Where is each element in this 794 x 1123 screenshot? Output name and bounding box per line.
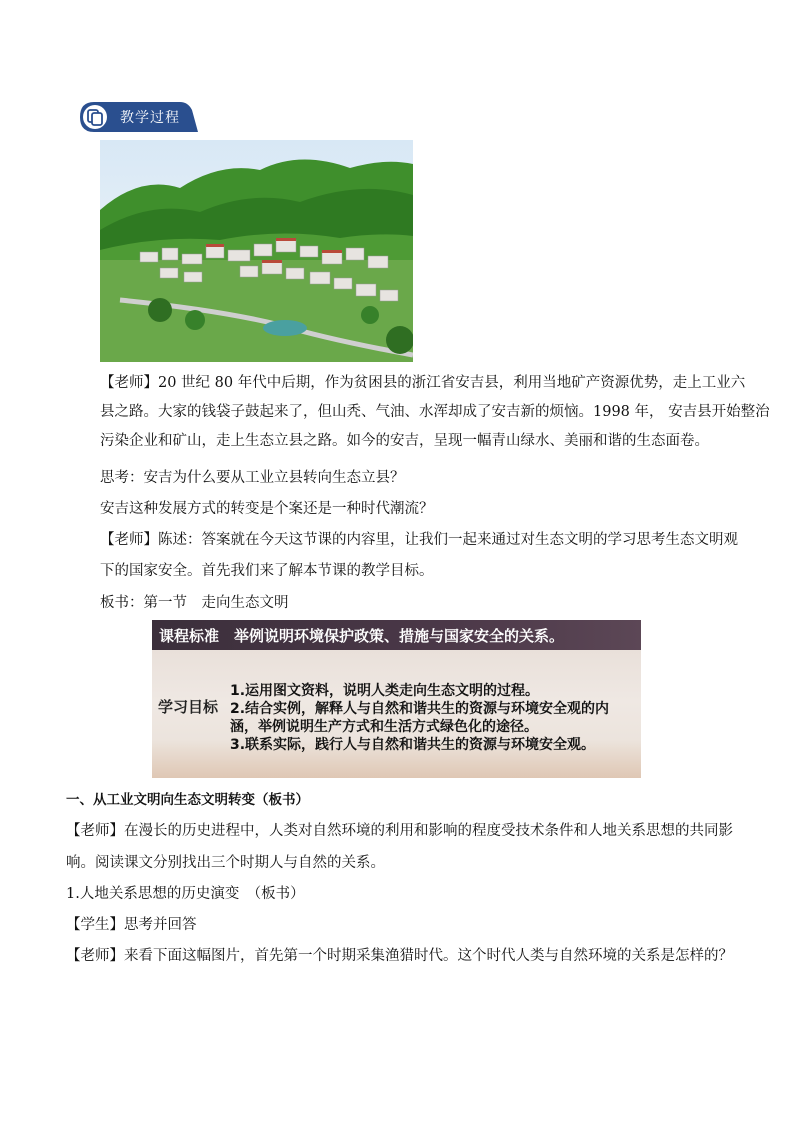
- objective-item: 3.联系实际，践行人与自然和谐共生的资源与环境安全观。: [230, 737, 596, 753]
- copy-icon: [80, 102, 110, 132]
- paragraph-line: 【老师】来看下面这幅图片，首先第一个时期采集渔猎时代。这个时代人类与自然环境的关系是怎样的？: [66, 948, 733, 964]
- standard-header-text: 课程标准 举例说明环境保护政策、措施与国家安全的关系。: [159, 627, 565, 645]
- paragraph-line: 污染企业和矿山，走上生态立县之路。如今的安吉，呈现一幅青山绿水、美丽和谐的生态面卷。: [100, 433, 709, 449]
- objectives-label: 学习目标: [158, 698, 219, 716]
- subheading: 1.人地关系思想的历史演变 （板书）: [66, 886, 305, 902]
- anji-landscape-photo: [100, 140, 413, 362]
- objective-item: 2.结合实例，解释人与自然和谐共生的资源与环境安全观的内: [230, 701, 610, 717]
- paragraph-line: 下的国家安全。首先我们来了解本节课的教学目标。: [100, 563, 434, 579]
- curriculum-standard-box: [152, 620, 641, 778]
- paragraph-line: 【老师】在漫长的历史进程中，人类对自然环境的利用和影响的程度受技术条件和人地关系思想的共同影: [66, 823, 733, 839]
- board-note: 板书：第一节 走向生态文明: [100, 595, 289, 611]
- section-badge: [80, 102, 198, 132]
- badge-label: 教学过程: [120, 110, 180, 126]
- standard-header: [152, 620, 641, 650]
- section-heading: 一、从工业文明向生态文明转变（板书）: [66, 792, 309, 808]
- paragraph-line: 【老师】20 世纪 80 年代中后期，作为贫困县的浙江省安吉县，利用当地矿产资源优势，走上工业六: [100, 375, 746, 391]
- objective-item: 1.运用图文资料，说明人类走向生态文明的过程。: [230, 683, 540, 699]
- learning-objectives: [152, 650, 641, 778]
- paragraph-line: 县之路。大家的钱袋子鼓起来了，但山秃、气油、水浑却成了安吉新的烦恼。1998 年， 安吉县开始整治: [100, 404, 770, 420]
- paragraph-line: 响。阅读课文分别找出三个时期人与自然的关系。: [66, 855, 385, 871]
- objective-item: 涵，举例说明生产方式和生活方式绿色化的途径。: [230, 719, 538, 735]
- think-question-2: 安吉这种发展方式的转变是个案还是一种时代潮流？: [100, 501, 434, 517]
- paragraph-line: 【老师】陈述：答案就在今天这节课的内容里，让我们一起来通过对生态文明的学习思考生态文明观: [100, 532, 738, 548]
- think-question-1: 思考：安吉为什么要从工业立县转向生态立县？: [100, 470, 405, 486]
- student-line: 【学生】思考并回答: [66, 917, 197, 933]
